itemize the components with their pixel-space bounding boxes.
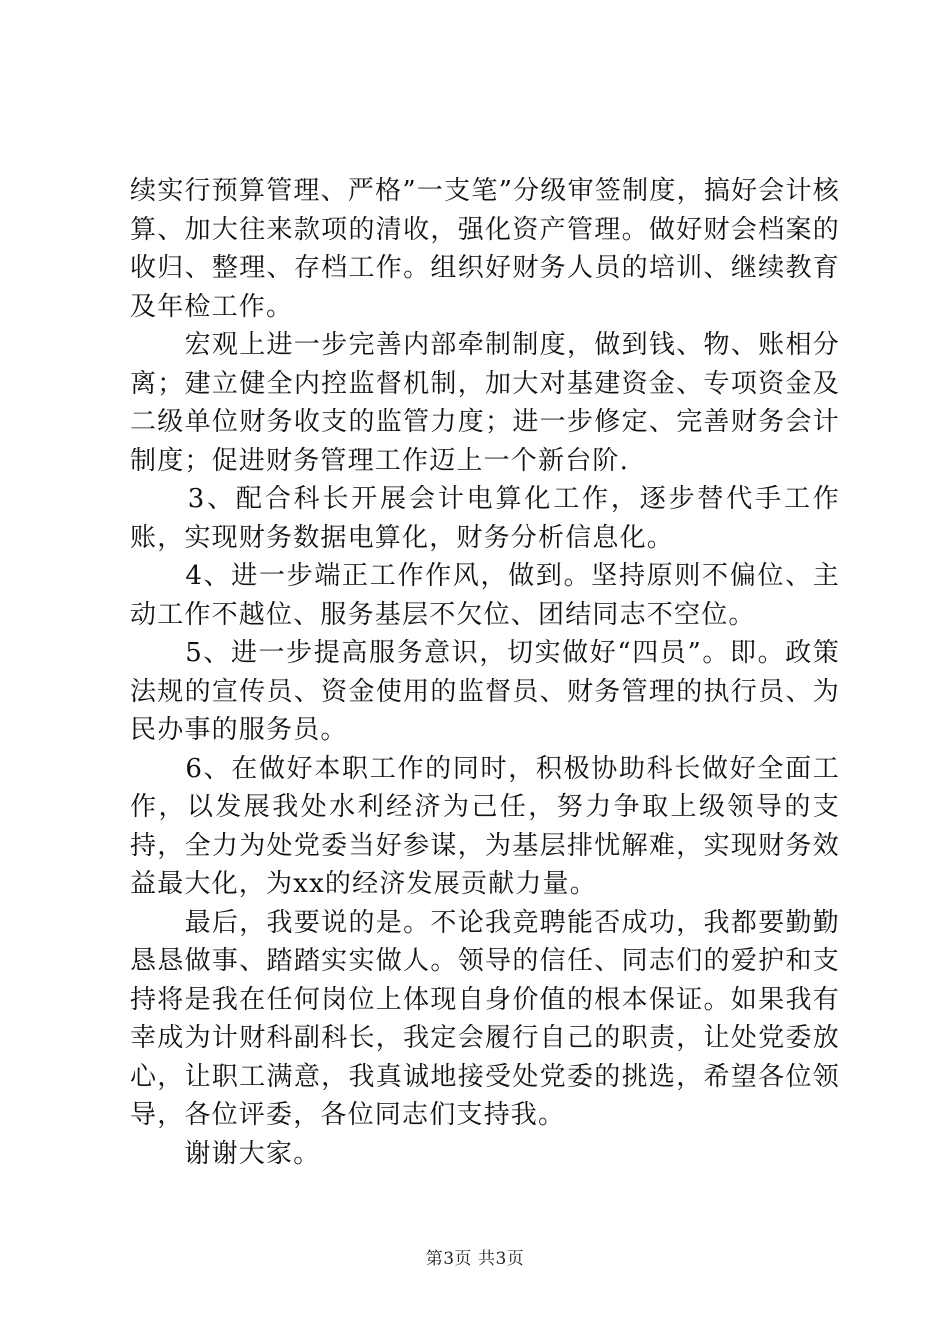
paragraph-8: 谢谢大家。 xyxy=(130,1138,321,1169)
paragraph-3: 3、配合科长开展会计电算化工作，逐步替代手工作账，实现财务数据电算化，财务分析信息化。 xyxy=(130,484,840,553)
paragraph-7: 最后，我要说的是。不论我竞聘能否成功，我都要勤勤恳恳做事、踏踏实实做人。领导的信任、同志们的爱护和支持将是我在任何岗位上体现自身价值的根本保证。如果我有幸成为计财科副科长，我定会履行自己的职责，让处党委放心，让职工满意，我真诚地接受处党委的挑选，希望各位领导，各位评委，各位同志们支持我。 xyxy=(130,907,840,1130)
page-number-footer: 第3页 共3页 xyxy=(425,1249,525,1269)
paragraph-2: 宏观上进一步完善内部牵制制度，做到钱、物、账相分离；建立健全内控监督机制，加大对基建资金、专项资金及二级单位财务收支的监管力度；进一步修定、完善财务会计制度；促进财务管理工作迈上一个新台阶. xyxy=(130,330,840,476)
paragraph-6: 6、在做好本职工作的同时，积极协助科长做好全面工作，以发展我处水利经济为己任，努力争取上级领导的支持，全力为处党委当好参谋，为基层排忧解难，实现财务效益最大化，为xx的经济发展贡献力量。 xyxy=(130,753,840,899)
document-body xyxy=(130,172,840,1173)
paragraph-4: 4、进一步端正工作作风，做到。坚持原则不偏位、主动工作不越位、服务基层不欠位、团结同志不空位。 xyxy=(130,561,840,630)
paragraph-1: 续实行预算管理、严格”一支笔”分级审签制度，搞好会计核算、加大往来款项的清收，强化资产管理。做好财会档案的收归、整理、存档工作。组织好财务人员的培训、继续教育及年检工作。 xyxy=(130,176,840,322)
paragraph-5: 5、进一步提高服务意识，切实做好“四员”。即。政策法规的宣传员、资金使用的监督员、财务管理的执行员、为民办事的服务员。 xyxy=(130,638,840,745)
